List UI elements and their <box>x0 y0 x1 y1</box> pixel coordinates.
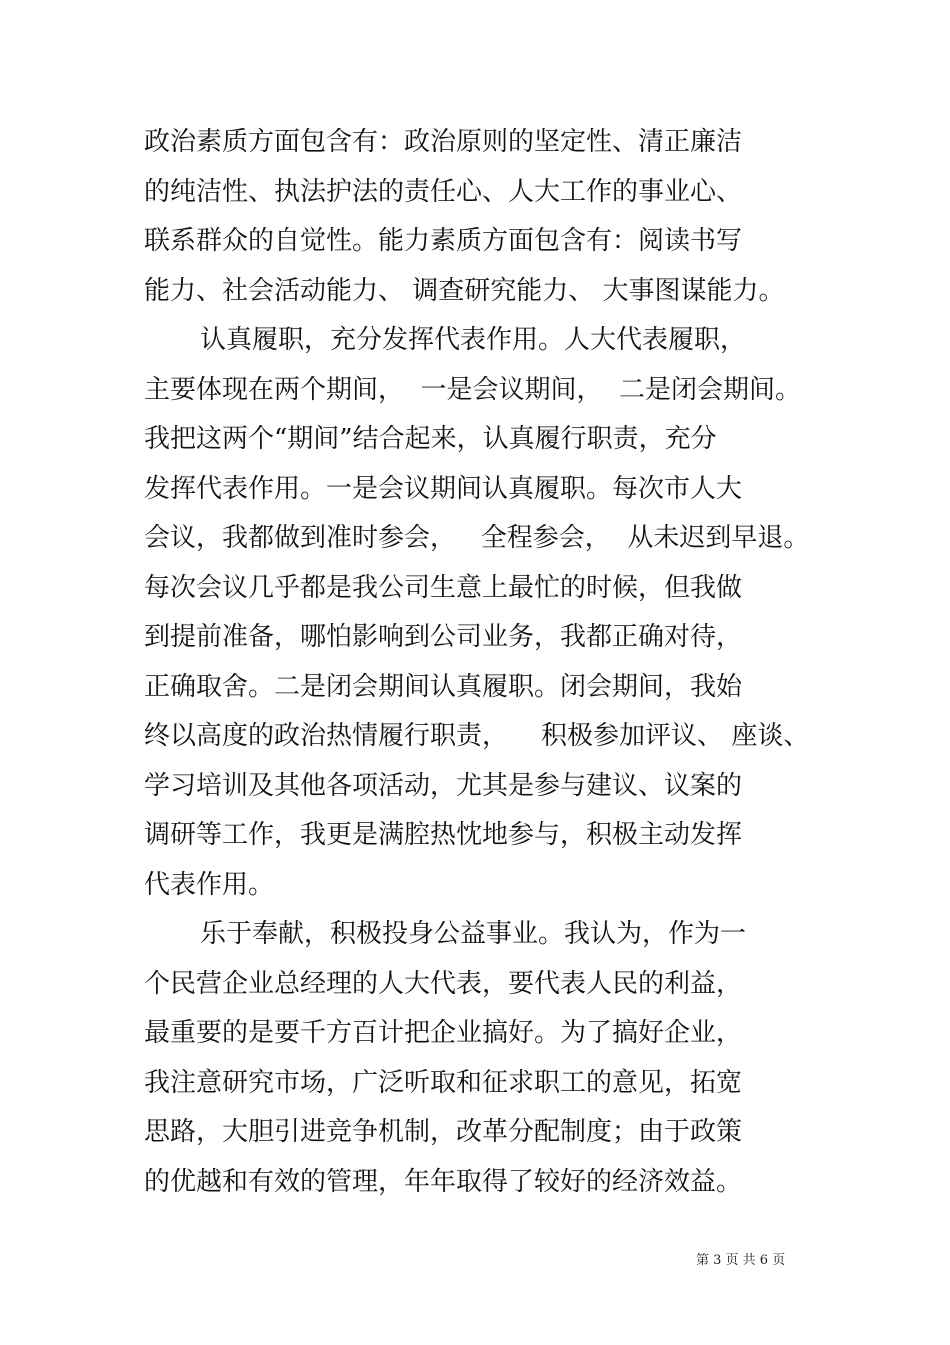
text-line: 调研等工作，我更是满腔热忱地参与，积极主动发挥 <box>144 820 743 850</box>
text-line: 最重要的是要千方百计把企业搞好。为了搞好企业， <box>144 1018 743 1048</box>
text-line: 每次会议几乎都是我公司生意上最忙的时候，但我做 <box>144 572 743 603</box>
text-line: 我注意研究市场，广泛听取和征求职工的意见，拓宽 <box>144 1067 743 1098</box>
text-line: 会议，我都做到准时参会， 全程参会， 从未迟到早退。 <box>144 523 810 553</box>
text-line: 的纯洁性、执法护法的责任心、人大工作的事业心、 <box>144 176 743 207</box>
text-line: 主要体现在两个期间， 一是会议期间， 二是闭会期间。 <box>144 374 802 405</box>
text-line: 政治素质方面包含有：政治原则的坚定性、清正廉洁 <box>144 127 743 157</box>
text-line: 正确取舍。二是闭会期间认真履职。闭会期间，我始 <box>144 671 743 702</box>
text-line: 我把这两个“期间”结合起来，认真履行职责，充分 <box>144 424 717 454</box>
text-line: 联系群众的自觉性。能力素质方面包含有：阅读书写 <box>144 226 743 256</box>
body-text <box>144 118 824 1207</box>
page-number: 第 3 页 共 6 页 <box>696 1253 786 1268</box>
paragraph-start-line: 乐于奉献，积极投身公益事业。我认为，作为一 <box>200 919 747 949</box>
text-line: 思路，大胆引进竞争机制，改革分配制度；由于政策 <box>144 1117 743 1147</box>
paragraph-start-line: 认真履职，充分发挥代表作用。人大代表履职， <box>200 325 747 355</box>
text-line: 发挥代表作用。一是会议期间认真履职。每次市人大 <box>144 473 743 504</box>
text-line: 终以高度的政治热情履行职责， 积极参加评议、 座谈、 <box>144 721 810 751</box>
text-line: 学习培训及其他各项活动，尤其是参与建议、议案的 <box>144 770 743 801</box>
text-line: 个民营企业总经理的人大代表，要代表人民的利益， <box>144 968 743 999</box>
text-line: 能力、社会活动能力、 调查研究能力、 大事图谋能力。 <box>144 275 785 306</box>
text-line: 到提前准备，哪怕影响到公司业务，我都正确对待， <box>144 622 743 652</box>
text-line: 的优越和有效的管理，年年取得了较好的经济效益。 <box>144 1166 743 1197</box>
text-line: 代表作用。 <box>144 869 275 900</box>
